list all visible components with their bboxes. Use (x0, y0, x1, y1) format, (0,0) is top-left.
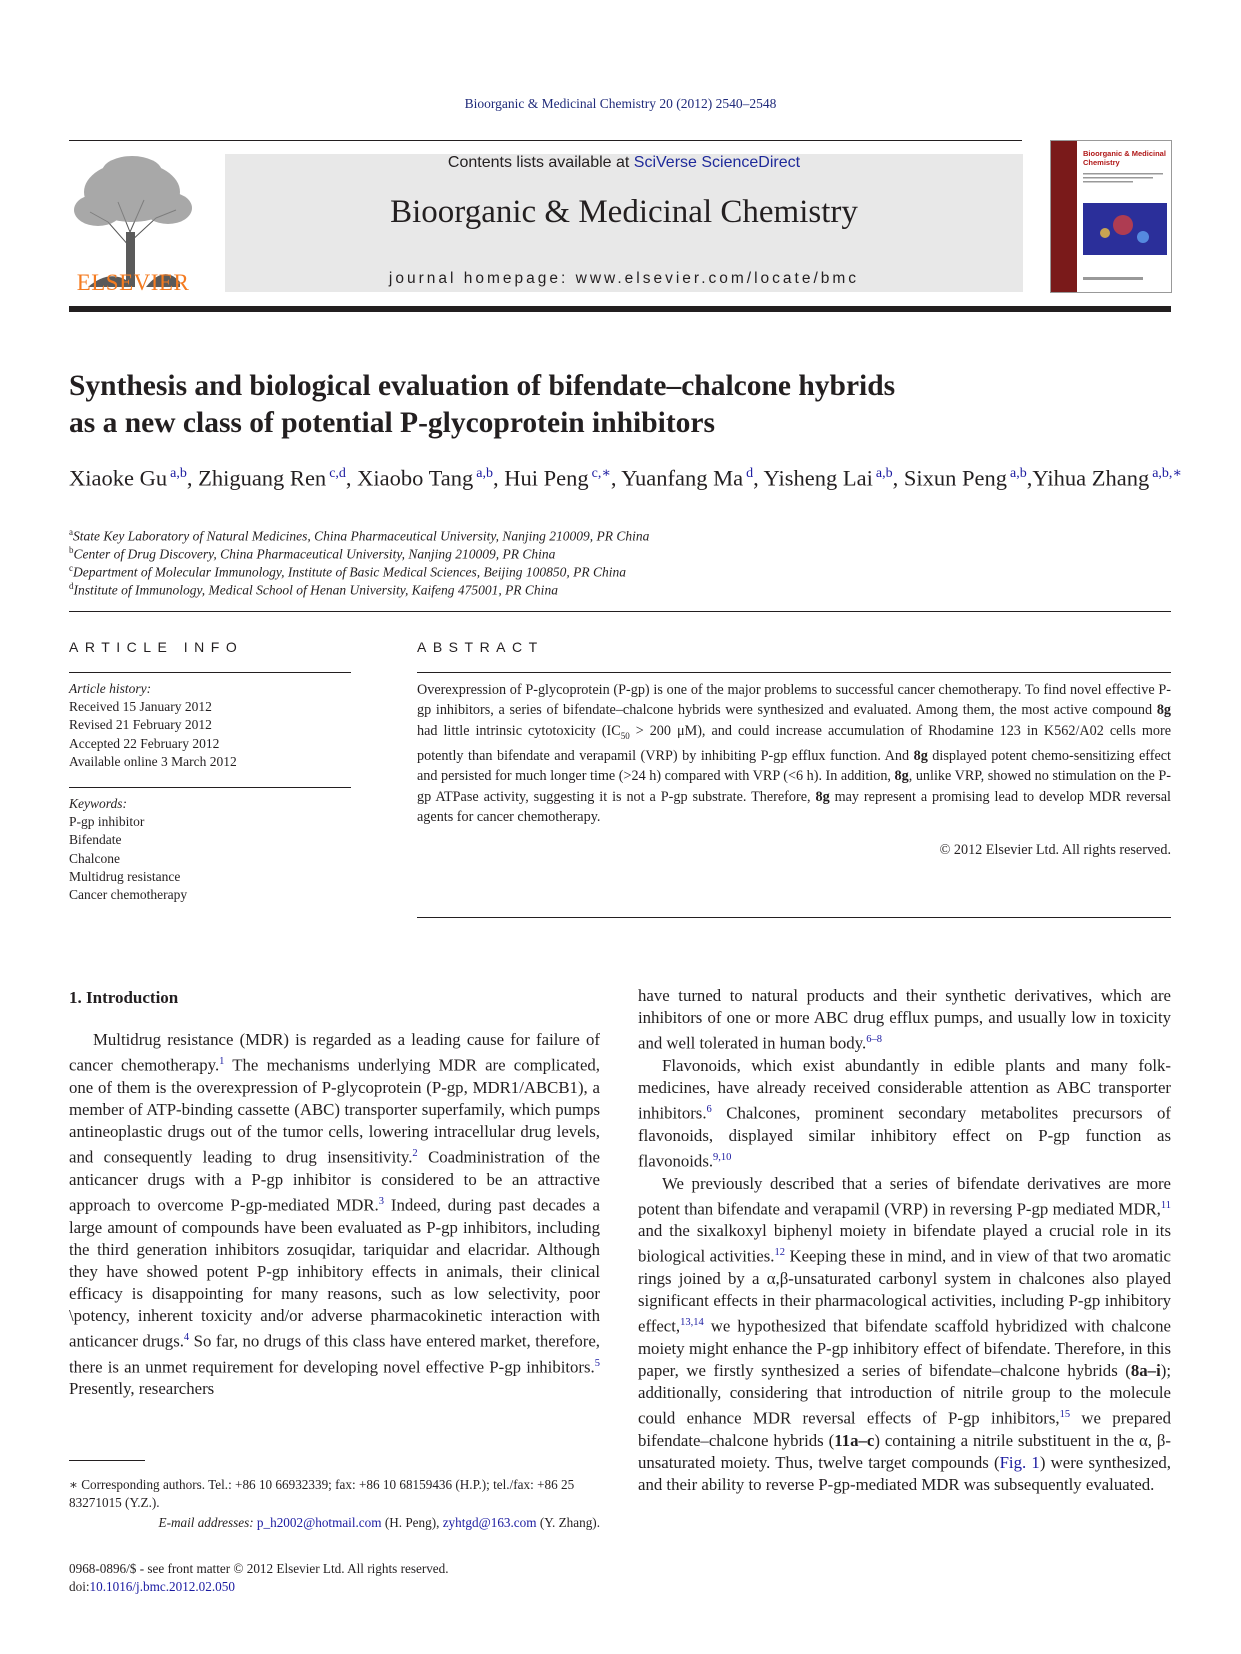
intro-paragraph-3: We previously described that a series of bifendate derivatives are more potent than bifendate and verapamil (VRP) in reversing P-gp mediated MDR,$^{11}$ and the sixalkoxyl biphenyl moiety in bifendate played a crucial role in its biological activities.$^{12}$ Keeping these in mind, and in view of that two aromatic rings joined by a α,β-unsaturated carbonyl system in chalcones also played significant effects in their pharmacological activities, including P-gp inhibitory effect,$^{13,14}$ we hypothesized that bifendate scaffold hybridized with chalcone moiety might enhance the P-gp inhibitory effect of bifendate. Therefore, in this paper, we firstly synthesized a series of bifendate–chalcone hybrids (8a–i); additionally, considering that introduction of nitrile group to the molecule could enhance MDR reversal effects of P-gp inhibitors,$^{15}$ we prepared bifendate–chalcone hybrids (11a–c) containing a nitrile substituent in the α, β-unsaturated moiety. Thus, twelve target compounds (Fig. 1) were synthesized, and their ability to reverse P-gp-mediated MDR was subsequently evaluated. (638, 1173, 1171, 1495)
author-name: Xiaoke Gu (69, 465, 168, 491)
author-affiliation-marker[interactable]: c,∗ (591, 466, 611, 481)
abstract-heading: ABSTRACT (417, 639, 544, 655)
author-separator: , (753, 465, 764, 491)
keywords-label: Keywords: (69, 796, 127, 811)
author-name: Zhiguang Ren (198, 465, 327, 491)
cover-image (1083, 203, 1167, 255)
abstract-bottom-rule (417, 917, 1171, 918)
keyword-item: Cancer chemotherapy (69, 887, 188, 903)
keyword-item: P-gp inhibitor (69, 814, 145, 830)
affiliation-c: $^c$Department of Molecular Immunology, Institute of Basic Medical Sciences, Beijing 100850, PR China (69, 563, 627, 580)
doi-link[interactable]: 10.1016/j.bmc.2012.02.050 (89, 1579, 235, 1594)
journal-name: Bioorganic & Medicinal Chemistry (390, 194, 858, 230)
cover-spine-band (1051, 141, 1077, 292)
author-name: Xiaobo Tang (357, 465, 474, 491)
author-affiliation-marker[interactable]: a,b,∗ (1152, 466, 1182, 481)
abstract-copyright: © 2012 Elsevier Ltd. All rights reserved. (939, 842, 1171, 858)
sciencedirect-link[interactable]: SciVerse ScienceDirect (633, 154, 801, 171)
author-name: Yihua Zhang (1032, 465, 1150, 491)
header-thick-rule (69, 306, 1171, 312)
author-list (69, 460, 1184, 493)
corresponding-author-note: ∗ Corresponding authors. Tel.: +86 10 66932339; fax: +86 10 68159436 (H.P.); tel./fax: +86 25 83271015 (Y.Z.). (69, 1477, 575, 1510)
email-link-zhang[interactable]: zyhtgd@163.com (442, 1515, 537, 1530)
intro-paragraph-2: Flavonoids, which exist abundantly in edible plants and many folk-medicines, have already received considerable attention as ABC transporter inhibitors.$^6$ Chalcones, prominent secondary metabolites precursors of flavonoids, displayed similar inhibitory effect on P-gp function as flavonoids.$^{9,10}$ (638, 1055, 1171, 1171)
author-separator: , (610, 465, 622, 491)
journal-homepage-link[interactable]: journal homepage: www.elsevier.com/locate/bmc (388, 270, 860, 287)
footnote-rule (69, 1460, 145, 1461)
history-label: Article history: (69, 681, 152, 696)
author-separator: , (345, 465, 358, 491)
author-name: Yisheng Lai (763, 465, 873, 491)
author-affiliation-marker[interactable]: a,b (1010, 466, 1027, 481)
contents-availability (225, 154, 1023, 172)
introduction-heading: 1. Introduction (69, 988, 179, 1007)
author-name: Hui Peng (504, 465, 589, 491)
contents-prefix: Contents lists available at (447, 154, 634, 171)
author-affiliation-marker[interactable]: a,b (875, 466, 893, 481)
article-info-heading: ARTICLE INFO (69, 639, 244, 655)
history-accepted: Accepted 22 February 2012 (69, 735, 220, 751)
history-received: Received 15 January 2012 (69, 699, 212, 715)
author-affiliation-marker[interactable]: d (746, 466, 754, 481)
affiliation-a: $^a$State Key Laboratory of Natural Medicines, China Pharmaceutical University, Nanjing 210009, PR China (69, 527, 650, 544)
author-separator: , (493, 465, 505, 491)
keyword-item: Multidrug resistance (69, 868, 181, 884)
journal-cover-thumbnail (1050, 140, 1172, 293)
cover-footer-mark (1083, 277, 1143, 280)
author-separator: , (892, 465, 904, 491)
author-separator: , (1026, 465, 1033, 491)
intro-paragraph-1-continued: have turned to natural products and their synthetic derivatives, which are inhibitors of one or more ABC drug efflux pumps, and usually low in toxicity and well tolerated in human body.$^{6-8}$ (638, 986, 1171, 1053)
history-revised: Revised 21 February 2012 (69, 717, 212, 733)
cover-subtitle-lines (1083, 171, 1167, 183)
keywords (69, 795, 349, 904)
journal-masthead (225, 154, 1023, 292)
cover-title: Bioorganic & Medicinal Chemistry (1083, 149, 1166, 167)
affiliation-divider (69, 611, 1171, 612)
article-info-rule (69, 672, 351, 673)
abstract-rule (417, 672, 1171, 673)
doi-line: doi:10.1016/j.bmc.2012.02.050 (69, 1579, 235, 1594)
title-line-1: Synthesis and biological evaluation of bifendate–chalcone hybrids (69, 370, 896, 402)
keywords-rule (69, 787, 351, 788)
author-affiliation-marker[interactable]: a,b (170, 466, 187, 481)
author-affiliation-marker[interactable]: a,b (476, 466, 493, 481)
author-affiliation-marker[interactable]: c,d (329, 466, 346, 481)
elsevier-wordmark: ELSEVIER (76, 270, 190, 295)
intro-paragraph-1: Multidrug resistance (MDR) is regarded as a leading cause for failure of cancer chemotherapy.$^1$ The mechanisms underlying MDR are complicated, one of them is the overexpression of P-glycoprotein (P-gp, MDR1/ABCB1), a member of ATP-binding cassette (ABC) transporter superfamily, which pumps antineoplastic drugs out of the tumor cells, lowering intracellular drug levels, and consequently leading to drug insensitivity.$^2$ Coadministration of the anticancer drugs with a P-gp inhibitor is considered to be an attractive approach to overcome P-gp-mediated MDR.$^3$ Indeed, during past decades a large amount of compounds have been evaluated as P-gp inhibitors, including the third generation inhibitors zosuqidar, tariquidar and elacridar. Although they have showed potent P-gp inhibitory effects in animals, their clinical efficacy is disappointing for many reasons, such as low selectivity, poor \potency, inherent toxicity and/or adverse pharmacokinetic interaction with anticancer drugs.$^4$ So far, no drugs of this class have entered market, therefore, there is an unmet requirement for developing novel effective P-gp inhibitors.$^5$ Presently, researchers (69, 1030, 601, 1399)
issn-line: 0968-0896/$ - see front matter © 2012 Elsevier Ltd. All rights reserved. (69, 1561, 449, 1576)
header-top-rule (69, 140, 1022, 141)
title-line-2: as a new class of potential P-glycoprotein inhibitors (69, 407, 716, 439)
article-history (69, 680, 349, 771)
figure-1-link[interactable]: Fig. 1 (999, 1453, 1040, 1473)
author-name: Yuanfang Ma (621, 465, 744, 491)
keyword-item: Chalcone (69, 850, 120, 866)
affiliation-b: $^b$Center of Drug Discovery, China Pharmaceutical University, Nanjing 210009, PR China (69, 545, 556, 562)
history-online: Available online 3 March 2012 (69, 753, 237, 769)
journal-citation[interactable]: Bioorganic & Medicinal Chemistry 20 (2012) 2540–2548 (464, 96, 777, 111)
intro-right-column (638, 985, 1171, 1496)
author-separator: , (186, 465, 199, 491)
keyword-item: Bifendate (69, 832, 122, 848)
author-name: Sixun Peng (903, 465, 1008, 491)
affiliation-d: $^d$Institute of Immunology, Medical School of Henan University, Kaifeng 475001, PR China (69, 581, 558, 598)
article-title (69, 368, 1169, 442)
abstract-text: Overexpression of P-glycoprotein (P-gp) is one of the major problems to successful cancer chemotherapy. To find novel effective P-gp inhibitors, a series of bifendate–chalcone hybrids were synthesized and evaluated. Among them, the most active compound 8g had little intrinsic cytotoxicity ($IC_{50} > 200$ μM), and could increase accumulation of Rhodamine 123 in K562/A02 cells more potently than bifendate and verapamil (VRP) by inhibiting P-gp efflux function. And 8g displayed potent chemo-sensitizing effect and persisted for much longer time (>24 h) compared with VRP (<6 h). In addition, 8g, unlike VRP, showed no stimulation on the P-gp ATPase activity, suggesting it is not a P-gp substrate. Therefore, 8g may represent a promising lead to develop MDR reversal agents for cancer chemotherapy. (417, 682, 1171, 826)
email-link-peng[interactable]: p_h2002@hotmail.com (256, 1515, 382, 1530)
email-addresses: E-mail addresses: p_h2002@hotmail.com (H. Peng), zyhtgd@163.com (Y. Zhang). (158, 1515, 600, 1530)
